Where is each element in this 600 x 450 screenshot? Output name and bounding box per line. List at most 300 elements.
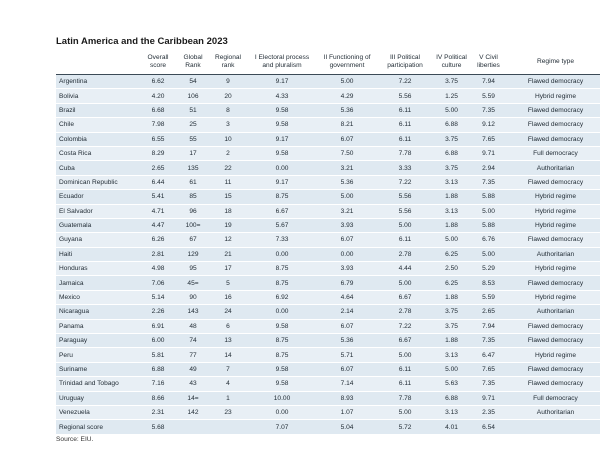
table-cell: 9.17: [247, 132, 317, 146]
table-cell: 6.47: [470, 348, 507, 362]
table-cell: 6.79: [317, 276, 377, 290]
table-cell: 9: [209, 75, 247, 89]
table-cell: Flawed democracy: [507, 75, 600, 89]
table-cell: 6.07: [317, 132, 377, 146]
table-cell: 5.14: [139, 290, 177, 304]
table-cell: 3.75: [433, 132, 470, 146]
table-row: [56, 405, 600, 419]
table-cell: 5.00: [433, 233, 470, 247]
table-cell: Flawed democracy: [507, 233, 600, 247]
table-row: [56, 334, 600, 348]
table-row: [56, 420, 600, 434]
table-cell: 48: [177, 319, 209, 333]
table-cell: 2.35: [470, 405, 507, 419]
table-cell: 95: [177, 262, 209, 276]
table-cell: 5.68: [139, 420, 177, 434]
table-cell: 5.56: [377, 190, 433, 204]
table-cell: 4.44: [377, 262, 433, 276]
table-cell: 49: [177, 362, 209, 376]
column-header: [247, 50, 317, 75]
table-cell: 7.33: [247, 233, 317, 247]
table-row: [56, 218, 600, 232]
column-header-text: Regime type: [536, 58, 575, 65]
table-cell: 5.00: [317, 75, 377, 89]
table-cell: 5.00: [470, 247, 507, 261]
table-cell: 7.35: [470, 334, 507, 348]
table-cell: 6.67: [247, 204, 317, 218]
column-header: [209, 50, 247, 75]
table-cell: 6.88: [433, 118, 470, 132]
table-cell: 6.55: [139, 132, 177, 146]
table-cell: 6.11: [377, 132, 433, 146]
country-cell: Regional score: [56, 420, 139, 434]
table-cell: 8.75: [247, 262, 317, 276]
table-cell: Authoritarian: [507, 305, 600, 319]
table-cell: 8.75: [247, 190, 317, 204]
table-cell: [507, 420, 600, 434]
table-cell: 3.75: [433, 161, 470, 175]
country-cell: Panama: [56, 319, 139, 333]
table-cell: 5.41: [139, 190, 177, 204]
table-cell: 6.11: [377, 103, 433, 117]
table-cell: 5.29: [470, 262, 507, 276]
table-cell: Hybrid regime: [507, 262, 600, 276]
table-cell: 4.01: [433, 420, 470, 434]
table-cell: Authoritarian: [507, 247, 600, 261]
table-cell: 129: [177, 247, 209, 261]
country-cell: Nicaragua: [56, 305, 139, 319]
table-cell: 67: [177, 233, 209, 247]
country-cell: Honduras: [56, 262, 139, 276]
table-cell: 6.88: [433, 391, 470, 405]
table-cell: 17: [209, 262, 247, 276]
table-cell: 54: [177, 75, 209, 89]
table-cell: 45=: [177, 276, 209, 290]
table-cell: 61: [177, 175, 209, 189]
table-cell: 77: [177, 348, 209, 362]
table-cell: 6.07: [317, 233, 377, 247]
table-cell: 5.00: [377, 276, 433, 290]
table-cell: 5.63: [433, 377, 470, 391]
table-cell: 1.88: [433, 334, 470, 348]
table-row: [56, 204, 600, 218]
table-cell: 5.59: [470, 290, 507, 304]
table-cell: 7: [209, 362, 247, 376]
table-row: [56, 290, 600, 304]
table-cell: 7.35: [470, 175, 507, 189]
table-cell: Flawed democracy: [507, 103, 600, 117]
table-cell: 5.36: [317, 103, 377, 117]
table-cell: 90: [177, 290, 209, 304]
table-cell: 0.00: [247, 405, 317, 419]
table-cell: 13: [209, 334, 247, 348]
table-cell: Hybrid regime: [507, 348, 600, 362]
table-cell: 6.25: [433, 247, 470, 261]
table-cell: Authoritarian: [507, 405, 600, 419]
column-header-text: rank: [221, 62, 235, 69]
table-cell: 14: [209, 348, 247, 362]
table-row: [56, 276, 600, 290]
table-cell: 24: [209, 305, 247, 319]
column-header-text: Global: [183, 54, 203, 61]
country-cell: Costa Rica: [56, 146, 139, 160]
column-header-text: Rank: [185, 62, 201, 69]
table-cell: 3.75: [433, 305, 470, 319]
table-row: [56, 233, 600, 247]
column-header: [377, 50, 433, 75]
country-cell: Haiti: [56, 247, 139, 261]
table-cell: 2.50: [433, 262, 470, 276]
country-cell: Dominican Republic: [56, 175, 139, 189]
column-header-text: IV Political: [436, 54, 467, 61]
table-cell: 7.16: [139, 377, 177, 391]
table-cell: 9.17: [247, 75, 317, 89]
table-row: [56, 175, 600, 189]
table-cell: 5.00: [377, 218, 433, 232]
table-cell: 3.93: [317, 262, 377, 276]
table-cell: 0.00: [317, 247, 377, 261]
table-cell: Hybrid regime: [507, 218, 600, 232]
country-cell: Paraguay: [56, 334, 139, 348]
table-cell: 1: [209, 391, 247, 405]
table-cell: 8: [209, 103, 247, 117]
table-cell: 5.88: [470, 218, 507, 232]
table-cell: 5.00: [433, 103, 470, 117]
table-cell: 43: [177, 377, 209, 391]
table-cell: 17: [177, 146, 209, 160]
country-cell: Colombia: [56, 132, 139, 146]
table-cell: Hybrid regime: [507, 290, 600, 304]
table-cell: 6.68: [139, 103, 177, 117]
table-cell: 6.26: [139, 233, 177, 247]
column-header-text: III Political: [389, 54, 421, 61]
table-cell: 9.58: [247, 103, 317, 117]
table-cell: 3.75: [433, 319, 470, 333]
table-cell: 4.64: [317, 290, 377, 304]
table-cell: 3.75: [433, 75, 470, 89]
country-cell: Cuba: [56, 161, 139, 175]
table-cell: 4.20: [139, 89, 177, 103]
table-cell: 7.14: [317, 377, 377, 391]
table-cell: 55: [177, 132, 209, 146]
table-cell: 6.11: [377, 377, 433, 391]
table-row: [56, 348, 600, 362]
table-cell: [177, 420, 209, 434]
table-cell: Flawed democracy: [507, 118, 600, 132]
table-cell: 20: [209, 89, 247, 103]
table-cell: 5.67: [247, 218, 317, 232]
column-header-text: government: [329, 62, 365, 69]
table-cell: 8.53: [470, 276, 507, 290]
table-cell: 21: [209, 247, 247, 261]
table-cell: 5.88: [470, 190, 507, 204]
table-cell: 11: [209, 175, 247, 189]
column-header-text: Overall: [147, 54, 169, 61]
column-header: [139, 50, 177, 75]
table-cell: 5.00: [377, 348, 433, 362]
table-cell: 5: [209, 276, 247, 290]
column-header-text: liberties: [477, 62, 500, 69]
table-cell: 1.88: [433, 290, 470, 304]
table-cell: 3: [209, 118, 247, 132]
table-cell: 25: [177, 118, 209, 132]
table-cell: 2: [209, 146, 247, 160]
country-cell: Guatemala: [56, 218, 139, 232]
table-cell: 7.06: [139, 276, 177, 290]
table-cell: 106: [177, 89, 209, 103]
country-cell: Peru: [56, 348, 139, 362]
country-cell: Uruguay: [56, 391, 139, 405]
table-cell: 6.25: [433, 276, 470, 290]
table-cell: 7.65: [470, 132, 507, 146]
table-cell: Flawed democracy: [507, 175, 600, 189]
source-note: Source: EIU.: [56, 435, 94, 443]
table-title: Latin America and the Caribbean 2023: [56, 36, 228, 47]
country-cell: Ecuador: [56, 190, 139, 204]
table-cell: Full democracy: [507, 146, 600, 160]
country-cell: Guyana: [56, 233, 139, 247]
table-cell: Flawed democracy: [507, 362, 600, 376]
table-cell: 6: [209, 319, 247, 333]
country-cell: El Salvador: [56, 204, 139, 218]
table-cell: 7.78: [377, 146, 433, 160]
table-cell: 4: [209, 377, 247, 391]
country-cell: Mexico: [56, 290, 139, 304]
column-header-text: score: [149, 62, 167, 69]
table-cell: 7.22: [377, 75, 433, 89]
table-cell: Flawed democracy: [507, 334, 600, 348]
table-cell: Hybrid regime: [507, 204, 600, 218]
table-cell: 9.58: [247, 319, 317, 333]
table-row: [56, 190, 600, 204]
table-cell: 0.00: [247, 161, 317, 175]
table-cell: 142: [177, 405, 209, 419]
table-cell: 7.94: [470, 75, 507, 89]
table-row: [56, 75, 600, 89]
table-cell: 5.81: [139, 348, 177, 362]
table-cell: 96: [177, 204, 209, 218]
column-header-text: Regional: [214, 54, 242, 61]
table-cell: 5.04: [317, 420, 377, 434]
table-cell: 2.81: [139, 247, 177, 261]
table-cell: 3.21: [317, 161, 377, 175]
table-cell: 8.66: [139, 391, 177, 405]
table-cell: Flawed democracy: [507, 377, 600, 391]
table-row: [56, 247, 600, 261]
table-cell: 8.75: [247, 276, 317, 290]
table-cell: Flawed democracy: [507, 276, 600, 290]
table-cell: 4.71: [139, 204, 177, 218]
table-cell: 100=: [177, 218, 209, 232]
table-cell: 5.36: [317, 175, 377, 189]
table-cell: 4.33: [247, 89, 317, 103]
table-row: [56, 118, 600, 132]
table-cell: 3.13: [433, 204, 470, 218]
table-cell: 8.75: [247, 348, 317, 362]
table-cell: 3.13: [433, 405, 470, 419]
table-cell: 2.26: [139, 305, 177, 319]
table-cell: 143: [177, 305, 209, 319]
table-cell: 6.54: [470, 420, 507, 434]
table-cell: 16: [209, 290, 247, 304]
table-row: [56, 103, 600, 117]
column-header-text: culture: [441, 62, 462, 69]
table-cell: 2.31: [139, 405, 177, 419]
column-header: [507, 50, 600, 75]
table-cell: 14=: [177, 391, 209, 405]
table-cell: 5.59: [470, 89, 507, 103]
country-cell: Bolivia: [56, 89, 139, 103]
header-row: [56, 50, 600, 75]
column-header: [433, 50, 470, 75]
table-cell: Flawed democracy: [507, 319, 600, 333]
table-row: [56, 319, 600, 333]
column-header-text: I Electoral process: [254, 54, 310, 61]
table-container: [56, 36, 584, 443]
table-cell: 2.78: [377, 247, 433, 261]
country-cell: Venezuela: [56, 405, 139, 419]
table-cell: 2.14: [317, 305, 377, 319]
table-row: [56, 391, 600, 405]
table-cell: Hybrid regime: [507, 89, 600, 103]
country-cell: Trinidad and Tobago: [56, 377, 139, 391]
table-cell: 10: [209, 132, 247, 146]
table-cell: 1.88: [433, 218, 470, 232]
table-cell: 4.98: [139, 262, 177, 276]
table-cell: 7.78: [377, 391, 433, 405]
column-header-text: II Functioning of: [323, 54, 371, 61]
table-cell: 0.00: [247, 305, 317, 319]
table-cell: 3.33: [377, 161, 433, 175]
table-row: [56, 132, 600, 146]
table-cell: Full democracy: [507, 391, 600, 405]
country-cell: Jamaica: [56, 276, 139, 290]
table-cell: 19: [209, 218, 247, 232]
table-cell: 4.47: [139, 218, 177, 232]
table-cell: 4.29: [317, 89, 377, 103]
table-cell: 7.94: [470, 319, 507, 333]
table-cell: 1.25: [433, 89, 470, 103]
table-cell: 3.21: [317, 204, 377, 218]
table-cell: 6.92: [247, 290, 317, 304]
table-cell: 7.22: [377, 175, 433, 189]
table-cell: 5.56: [377, 204, 433, 218]
table-cell: 18: [209, 204, 247, 218]
country-cell: Suriname: [56, 362, 139, 376]
table-cell: 22: [209, 161, 247, 175]
table-cell: 85: [177, 190, 209, 204]
column-header: [177, 50, 209, 75]
table-cell: 2.65: [139, 161, 177, 175]
table-cell: 135: [177, 161, 209, 175]
table-cell: 6.88: [139, 362, 177, 376]
table-cell: 9.71: [470, 146, 507, 160]
table-cell: 2.94: [470, 161, 507, 175]
table-cell: 1.88: [433, 190, 470, 204]
column-header: [56, 50, 139, 75]
table-row: [56, 161, 600, 175]
table-cell: 0.00: [247, 247, 317, 261]
table-cell: 74: [177, 334, 209, 348]
table-cell: 6.07: [317, 319, 377, 333]
table-cell: 12: [209, 233, 247, 247]
table-cell: 6.76: [470, 233, 507, 247]
table-cell: 9.58: [247, 118, 317, 132]
table-cell: 5.00: [317, 190, 377, 204]
table-cell: 5.72: [377, 420, 433, 434]
table-row: [56, 89, 600, 103]
table-cell: 6.00: [139, 334, 177, 348]
table-cell: 5.00: [377, 405, 433, 419]
table-cell: 3.13: [433, 175, 470, 189]
table-row: [56, 262, 600, 276]
column-header: [470, 50, 507, 75]
table-cell: 2.78: [377, 305, 433, 319]
table-cell: 7.98: [139, 118, 177, 132]
table-cell: 6.11: [377, 233, 433, 247]
table-cell: 23: [209, 405, 247, 419]
table-cell: 6.88: [433, 146, 470, 160]
country-cell: Argentina: [56, 75, 139, 89]
table-cell: 5.56: [377, 89, 433, 103]
democracy-index-table: [56, 50, 600, 435]
table-cell: Flawed democracy: [507, 132, 600, 146]
table-cell: 9.58: [247, 146, 317, 160]
table-cell: 7.07: [247, 420, 317, 434]
table-cell: 9.71: [470, 391, 507, 405]
table-cell: Hybrid regime: [507, 190, 600, 204]
table-row: [56, 305, 600, 319]
table-cell: 7.35: [470, 377, 507, 391]
table-cell: 6.62: [139, 75, 177, 89]
country-cell: Brazil: [56, 103, 139, 117]
table-cell: 2.65: [470, 305, 507, 319]
table-cell: 8.75: [247, 334, 317, 348]
table-cell: 51: [177, 103, 209, 117]
table-cell: Authoritarian: [507, 161, 600, 175]
column-header-text: participation: [387, 62, 423, 69]
table-cell: 3.93: [317, 218, 377, 232]
table-cell: 15: [209, 190, 247, 204]
table-row: [56, 362, 600, 376]
table-cell: 9.17: [247, 175, 317, 189]
table-cell: 7.22: [377, 319, 433, 333]
table-cell: 9.12: [470, 118, 507, 132]
table-cell: 8.29: [139, 146, 177, 160]
table-cell: 6.11: [377, 118, 433, 132]
table-cell: 7.50: [317, 146, 377, 160]
table-cell: 9.58: [247, 377, 317, 391]
table-cell: 7.35: [470, 103, 507, 117]
table-cell: 9.58: [247, 362, 317, 376]
table-row: [56, 377, 600, 391]
table-row: [56, 146, 600, 160]
table-cell: [209, 420, 247, 434]
table-cell: 8.93: [317, 391, 377, 405]
table-cell: 7.65: [470, 362, 507, 376]
table-cell: 8.21: [317, 118, 377, 132]
table-cell: 5.71: [317, 348, 377, 362]
table-cell: 5.00: [470, 204, 507, 218]
table-cell: 10.00: [247, 391, 317, 405]
table-cell: 5.36: [317, 334, 377, 348]
table-cell: 3.13: [433, 348, 470, 362]
table-cell: 6.44: [139, 175, 177, 189]
table-cell: 6.67: [377, 334, 433, 348]
table-cell: 6.07: [317, 362, 377, 376]
column-header-text: V Civil: [479, 54, 498, 61]
column-header-text: and pluralism: [262, 62, 302, 69]
